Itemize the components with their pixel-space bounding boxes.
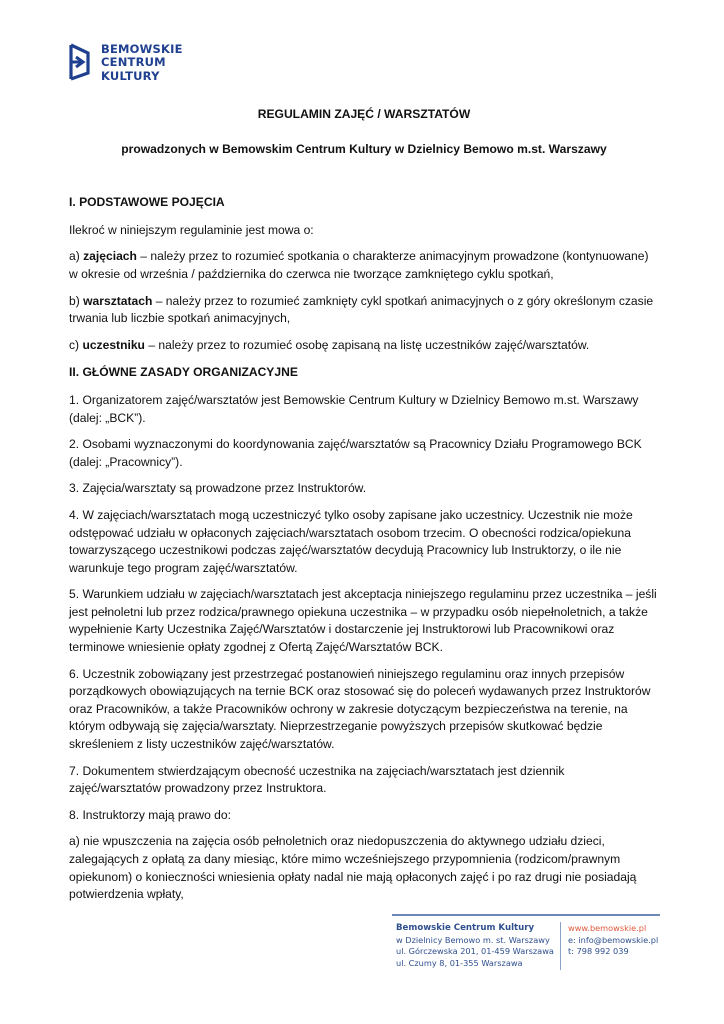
document-title: REGULAMIN ZAJĘĆ / WARSZTATÓW — [257, 107, 471, 121]
section-1-intro: Ilekroć w niniejszym regulaminie jest mowa o: — [69, 222, 314, 237]
rule-paragraph: 4. W zajęciach/warsztatach mogą uczestniczyć tylko osoby zapisane jako uczestnicy. Uczestnik nie może odstępować udziału w opłaconych zajęciach/warsztatach osobom trzecim. O obecności rodzica/opiekuna towarzyszącego uczestnikowi podczas zajęć/warsztatów decydują Pracownicy lub Instruktorzy, o ile nie warunkuje tego program zajęć/warsztatów. — [69, 507, 633, 575]
footer-divider — [392, 914, 660, 916]
definition-term: warsztatach — [83, 293, 153, 308]
bck-logo — [68, 43, 183, 83]
logo-line-2: CENTRUM — [101, 55, 166, 70]
document-body — [69, 106, 659, 904]
logo-line-3: KULTURY — [101, 68, 160, 83]
rule-paragraph: a) nie wpuszczenia na zajęcia osób pełnoletnich oraz niedopuszczenia do aktywnego udziału dzieci, zalegających z opłatą za dany miesiąc, które mimo wcześniejszego przypomnienia (rodzicom/prawnym opiekunom) o konieczności wniesienia opłaty nadal nie mają opłaconych zajęć i po raz drugi nie posiadają potwierdzenia wpłaty, — [69, 834, 637, 902]
page-footer — [392, 914, 660, 976]
rule-paragraph: 5. Warunkiem udziału w zajęciach/warsztatach jest akceptacja niniejszego regulaminu przez uczestnika – jeśli jest pełnoletni lub przez rodzica/prawnego opiekuna uczestnika – w przypadku osób niepełnoletnich, a także wypełnienie Karty Uczestnika Zajęć/Warsztatów i dostarczenie jej Instruktorowi lub Pracownikowi oraz terminowe wniesienie opłaty zgodnej z Ofertą Zajęć/Warsztatów BCK. — [69, 587, 657, 655]
footer-org-name: Bemowskie Centrum Kultury — [396, 923, 535, 933]
footer-email[interactable]: e: info@bemowskie.pl — [568, 934, 659, 945]
footer-address-line: ul. Czumy 8, 01-355 Warszawa — [396, 957, 523, 968]
footer-website-link[interactable]: www.bemowskie.pl — [568, 923, 647, 933]
definition-text: – należy przez to rozumieć zamknięty cykl spotkań animacyjnych o z góry określonym czasie trwania lub liczbie spotkań animacyjnych, — [69, 293, 654, 326]
section-heading-1: I. PODSTAWOWE POJĘCIA — [69, 195, 225, 210]
rule-paragraph: 3. Zajęcia/warsztaty są prowadzone przez Instruktorów. — [69, 481, 367, 496]
rule-paragraph: 8. Instruktorzy mają prawo do: — [69, 807, 231, 822]
definition-term: zajęciach — [83, 249, 137, 264]
definition-item — [69, 248, 659, 283]
rule-paragraph: 1. Organizatorem zajęć/warsztatów jest Bemowskie Centrum Kultury w Dzielnicy Bemowo m.st. Warszawy (dalej: „BCK”). — [69, 392, 639, 425]
rule-paragraph: 7. Dokumentem stwierdzającym obecność uczestnika na zajęciach/warsztatach jest dziennik zajęć/warsztatów prowadzony przez Instruktora. — [69, 763, 565, 796]
definition-prefix: b) — [69, 293, 84, 308]
footer-column-separator — [560, 922, 561, 970]
rule-paragraph: 6. Uczestnik zobowiązany jest przestrzegać postanowień niniejszego regulaminu oraz innych przepisów porządkowych obowiązujących na ternie BCK oraz stosować się do poleceń wydawanych przez Instruktorów oraz Pracowników, a także Pracowników ochrony w zakresie dotyczącym bezpieczeństwa na terenie, na którym odbywają się zajęcia/warsztaty. Nieprzestrzeganie powyższych przepisów skutkować będzie skreśleniem z listy uczestników zajęć/warsztatów. — [69, 666, 651, 752]
footer-address-line: w Dzielnicy Bemowo m. st. Warszawy — [396, 934, 550, 945]
definition-text: – należy przez to rozumieć osobę zapisaną na listę uczestników zajęć/warsztatów. — [144, 337, 590, 352]
footer-phone: t: 798 992 039 — [568, 946, 629, 956]
footer-address — [396, 923, 554, 969]
definition-prefix: c) — [69, 337, 83, 352]
rule-paragraph: 2. Osobami wyznaczonymi do koordynowania zajęć/warsztatów są Pracownicy Działu Programowego BCK (dalej: „Pracownicy”). — [69, 437, 642, 469]
definition-item — [69, 337, 659, 355]
definition-prefix: a) — [69, 249, 84, 264]
footer-contact — [568, 923, 658, 958]
logo-line-1: BEMOWSKIE — [101, 42, 183, 56]
definition-term: uczestniku — [82, 337, 145, 352]
bck-logo-icon — [68, 43, 92, 81]
document-subtitle: prowadzonych w Bemowskim Centrum Kultury w Dzielnicy Bemowo m.st. Warszawy — [121, 141, 607, 156]
section-heading-2: II. GŁÓWNE ZASADY ORGANIZACYJNE — [69, 365, 298, 380]
definition-text: – należy przez to rozumieć spotkania o charakterze animacyjnym prowadzone (kontynuowane) w okresie od września / października do czerwca nie tworzące zamkniętego cyklu spotkań, — [69, 249, 649, 281]
logo-wordmark — [101, 43, 183, 83]
definition-item — [69, 293, 659, 328]
footer-address-line: ul. Górczewska 201, 01-459 Warszawa — [396, 946, 554, 956]
